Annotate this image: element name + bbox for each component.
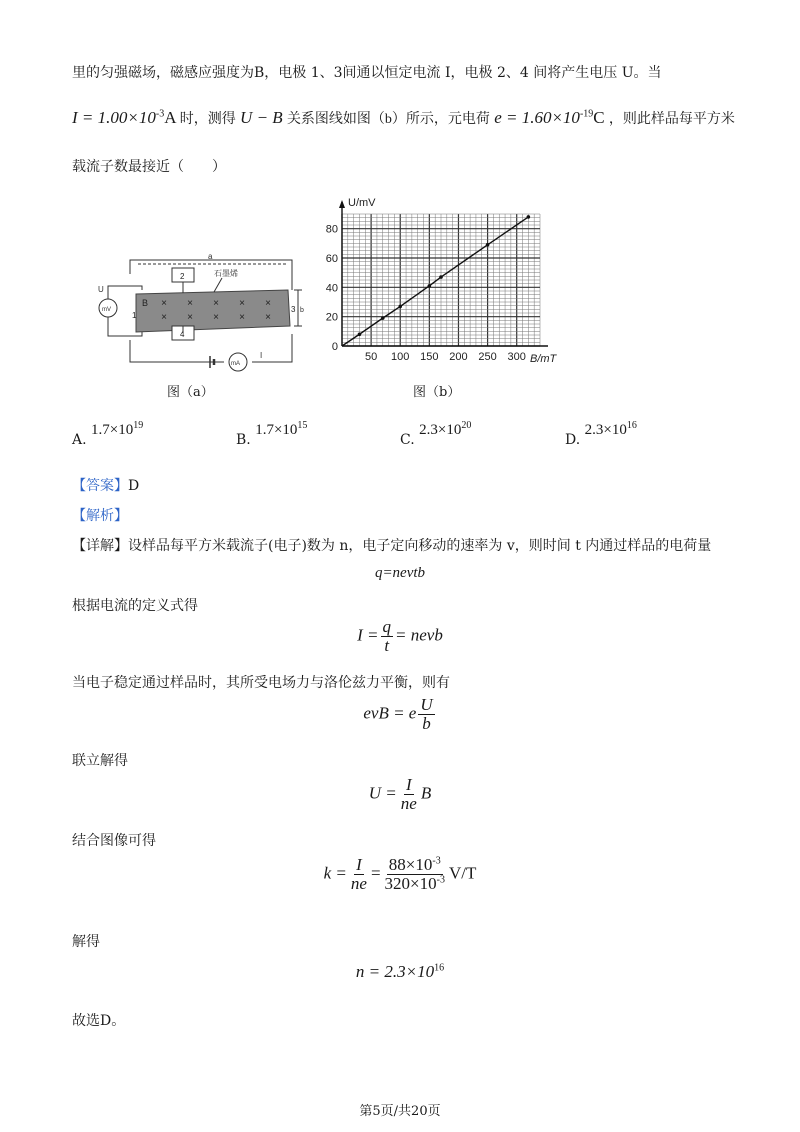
text-force-balance: 当电子稳定通过样品时，其所受电场力与洛伦兹力平衡，则有 — [72, 675, 450, 691]
equation-slope: k = $\frac{I}{ne}$ = $\frac{88\times 10^{-3}}{320\times 10^{-3}}$ V/T — [323, 855, 477, 893]
field-cross-1-2: × — [213, 312, 219, 323]
x-tick-label: 50 — [364, 351, 378, 363]
y-axis-arrow — [339, 200, 345, 208]
choice-d-letter: D. — [565, 432, 581, 448]
equation-result: $n = 2.3\times 10^{16}$ — [355, 962, 445, 981]
elementary-charge: $e = 1.60\times 10^{-19}C$ — [494, 108, 605, 127]
electrode-2-label: 2 — [180, 272, 185, 281]
label-width-b: b — [300, 307, 304, 314]
text-from-graph: 结合图像可得 — [72, 833, 156, 849]
question-text-ask: ，则此样品每平方米 — [608, 112, 735, 127]
figure-b-caption: 图（b） — [413, 385, 461, 400]
chart-ylabel: U/mV — [348, 197, 376, 209]
figure-a-caption: 图（a） — [167, 385, 214, 400]
text-solve: 联立解得 — [72, 753, 128, 769]
label-ma: mA — [231, 361, 240, 367]
field-cross-1-0: × — [161, 312, 167, 323]
field-cross-0-4: × — [265, 298, 271, 309]
field-cross-1-1: × — [187, 312, 193, 323]
label-voltage-u: U — [98, 285, 104, 294]
choice-a[interactable]: A. $1.7\times 10^{19}$ — [72, 420, 144, 448]
figure-a-diagram — [90, 244, 310, 374]
x-tick-label: 150 — [420, 351, 439, 363]
choice-c-letter: C. — [400, 432, 415, 448]
data-point — [527, 215, 531, 219]
y-tick-label: 80 — [325, 223, 338, 236]
label-length-a: a — [208, 252, 213, 261]
x-tick-label: 250 — [478, 351, 497, 363]
choice-a-value: 1.7×10 — [91, 422, 134, 438]
answer-value: D — [128, 478, 140, 494]
analysis-label: 【解析】 — [72, 508, 128, 524]
choice-b-letter: B. — [236, 432, 251, 448]
detail-label: 【详解】 — [72, 538, 128, 554]
data-point — [486, 243, 490, 247]
y-tick-label: 0 — [331, 341, 338, 353]
x-tick-label: 300 — [507, 351, 526, 363]
text-result: 解得 — [72, 934, 100, 950]
field-cross-0-3: × — [239, 298, 245, 309]
choice-b-value: 1.7×10 — [255, 422, 298, 438]
x-tick-label: 200 — [449, 351, 468, 363]
electrode-4-label: 4 — [180, 330, 185, 339]
data-point — [428, 284, 432, 288]
u-b-chart — [318, 190, 568, 370]
field-cross-0-0: × — [161, 298, 167, 309]
field-cross-1-4: × — [265, 312, 271, 323]
x-tick-label: 100 — [391, 351, 410, 363]
choice-d-value: 2.3×10 — [584, 422, 627, 438]
current-value: $I = 1.00\times 10^{-3}A$ — [72, 108, 176, 127]
question-line-2 — [72, 108, 735, 129]
field-cross-1-3: × — [239, 312, 245, 323]
y-tick-label: 40 — [325, 282, 338, 295]
conclusion: 故选D。 — [72, 1013, 126, 1029]
equation-voltage: U = $\frac{I}{ne}$ B — [368, 775, 432, 813]
data-point — [358, 332, 362, 336]
equation-force-balance: evB = e $\frac{U}{b}$ — [363, 695, 433, 733]
equation-charge: q=nevtb — [374, 565, 426, 581]
question-text-graph: 关系图线如图（b）所示，元电荷 — [286, 112, 490, 127]
chart-xlabel: B/mT — [530, 353, 557, 365]
u-b-relation: U − B — [240, 108, 283, 127]
choice-c-value: 2.3×10 — [419, 422, 462, 438]
question-line-3: 载流子数最接近（ ） — [72, 159, 226, 175]
electrode-3-label: 3 — [291, 305, 296, 314]
text-current-definition: 根据电流的定义式得 — [72, 598, 198, 614]
answer-line — [72, 477, 139, 495]
data-point — [381, 316, 385, 320]
label-mv: mV — [102, 307, 111, 313]
data-point — [439, 275, 443, 279]
chart-series — [342, 215, 530, 346]
y-tick-label: 20 — [325, 311, 338, 324]
field-cross-0-1: × — [187, 298, 193, 309]
electrode-1-label: 1 — [132, 311, 137, 320]
equation-current: I = $\frac{q}{t}$ = nevb — [357, 617, 443, 655]
detail-text: 设样品每平方米载流子(电子)数为 n，电子定向移动的速率为 v，则时间 t 内通过样品的电荷量 — [128, 538, 712, 554]
answer-label: 【答案】 — [72, 478, 128, 494]
choice-c[interactable]: C. $2.3\times 10^{20}$ — [400, 420, 472, 448]
label-field-b: B — [142, 298, 149, 308]
graphene-sample — [136, 290, 290, 332]
field-cross-0-2: × — [213, 298, 219, 309]
choice-d[interactable]: D. $2.3\times 10^{16}$ — [565, 420, 637, 448]
choice-b[interactable]: B. $1.7\times 10^{15}$ — [236, 420, 308, 448]
data-point — [398, 305, 402, 309]
choice-a-letter: A. — [72, 432, 87, 448]
question-line-1: 里的匀强磁场，磁感应强度为B，电极 1、3间通以恒定电流 I，电极 2、4 间将产生电压 U。当 — [72, 65, 662, 81]
page-footer: 第5页/共20页 — [359, 1104, 441, 1119]
label-current-i: I — [260, 351, 263, 360]
label-graphene: 石墨烯 — [214, 269, 238, 278]
detail-line — [72, 537, 711, 555]
y-tick-label: 60 — [325, 253, 338, 265]
question-text-measured: 时，测得 — [179, 112, 236, 127]
